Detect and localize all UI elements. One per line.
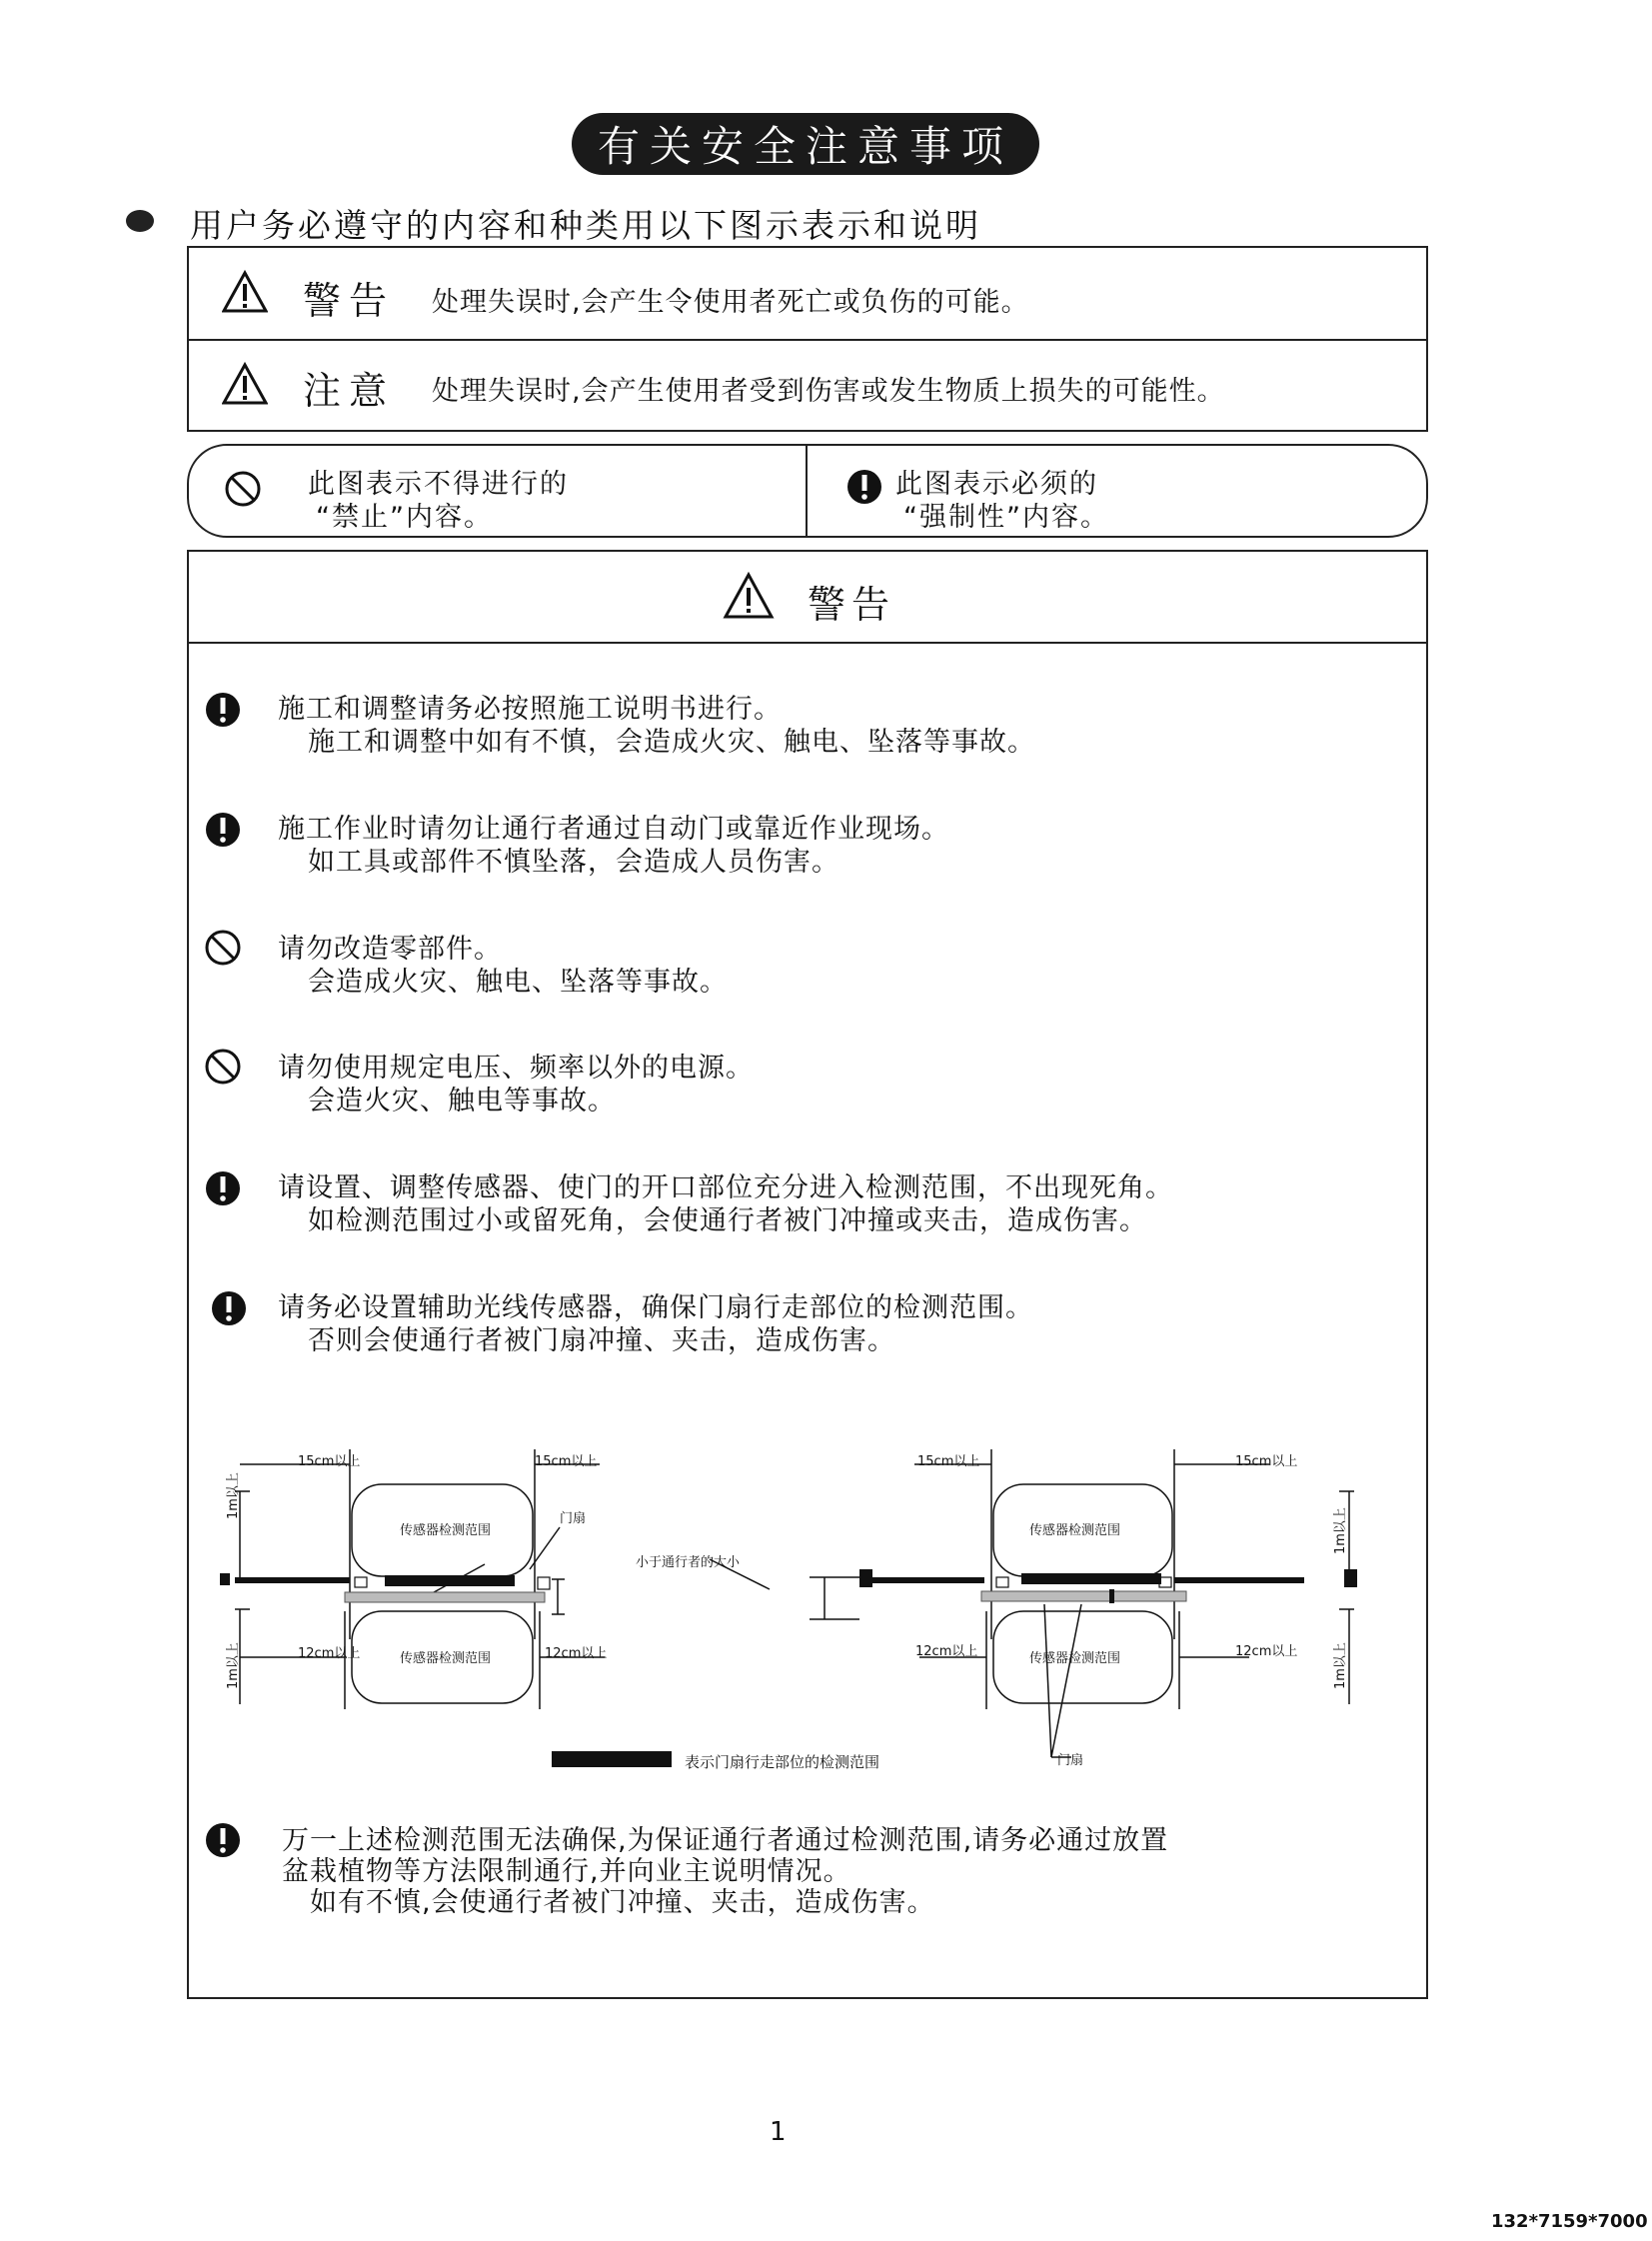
item-line2: 会造成火灾、触电、坠落等事故。 (308, 967, 728, 998)
legend-prohibit-line2: “禁止”内容。 (316, 502, 493, 533)
door-leaf-label: 门扇 (560, 1511, 587, 1526)
mandatory-icon (204, 1821, 242, 1859)
dim-label: 12cm以上 (1235, 1644, 1298, 1659)
page-title: 有关安全注意事项 (572, 113, 1039, 175)
item-line2: 如工具或部件不慎坠落，会造成人员伤害。 (308, 847, 839, 878)
dim-label: 12cm以上 (915, 1644, 978, 1659)
prohibit-icon (224, 470, 262, 508)
list-item (278, 813, 949, 879)
list-item (278, 1171, 1173, 1237)
item-line2: 否则会使通行者被门扇冲撞、夹击，造成伤害。 (308, 1325, 895, 1356)
level-warning-word: 警告 (303, 279, 396, 323)
sensor-zone-label: 传感器检测范围 (1029, 1651, 1121, 1666)
item-line1: 请勿使用规定电压、频率以外的电源。 (278, 1053, 754, 1084)
diagram-legend-label: 表示门扇行走部位的检测范围 (685, 1753, 880, 1771)
item-line2: 施工和调整中如有不慎，会造成火灾、触电、坠落等事故。 (308, 727, 1035, 758)
warning-triangle-icon (723, 572, 775, 620)
dim-label: 15cm以上 (298, 1454, 361, 1469)
item-line3: 如有不慎,会使通行者被门冲撞、夹击，造成伤害。 (310, 1887, 935, 1918)
mandatory-icon (204, 1169, 242, 1207)
sensor-zone-label: 传感器检测范围 (1029, 1523, 1121, 1538)
dim-label: 15cm以上 (535, 1454, 598, 1469)
legend-mandatory-line2: “强制性”内容。 (903, 502, 1109, 533)
levels-divider (187, 339, 1428, 341)
list-item (278, 933, 728, 999)
intro-text: 用户务必遵守的内容和种类用以下图示表示和说明 (190, 206, 981, 245)
dim-label-vertical: 1m以上 (1333, 1507, 1348, 1554)
legend-mandatory-line1: 此图表示必须的 (895, 469, 1098, 500)
warning-triangle-icon (222, 270, 268, 314)
dim-label: 12cm以上 (545, 1646, 608, 1661)
item-line1: 请务必设置辅助光线传感器，确保门扇行走部位的检测范围。 (278, 1292, 1033, 1323)
document-code: 132*7159*7000 (1491, 2211, 1648, 2232)
level-caution-desc: 处理失误时,会产生使用者受到伤害或发生物质上损失的可能性。 (432, 376, 1225, 407)
sensor-range-diagram (210, 1439, 1409, 1799)
page-number: 1 (770, 2117, 787, 2147)
level-warning-desc: 处理失误时,会产生令使用者死亡或负伤的可能。 (432, 287, 1029, 318)
dim-label-vertical: 1m以上 (226, 1642, 241, 1689)
dim-label: 12cm以上 (298, 1646, 361, 1661)
dim-label-vertical: 1m以上 (1333, 1642, 1348, 1689)
item-line1: 请勿改造零部件。 (278, 934, 502, 965)
sensor-zone-label: 传感器检测范围 (400, 1523, 492, 1538)
prohibit-icon (204, 929, 242, 967)
legend-prohibit-line1: 此图表示不得进行的 (308, 469, 569, 500)
list-item (278, 1291, 1033, 1357)
item-line2: 如检测范围过小或留死角，会使通行者被门冲撞或夹击，造成伤害。 (308, 1205, 1147, 1236)
mandatory-icon (210, 1289, 248, 1327)
mandatory-icon (204, 691, 242, 729)
dim-label-vertical: 1m以上 (226, 1472, 241, 1519)
warning-header-divider (187, 642, 1428, 644)
mandatory-icon (204, 811, 242, 849)
list-item (278, 693, 1035, 759)
item-line1: 施工作业时请勿让通行者通过自动门或靠近作业现场。 (278, 814, 949, 845)
item-line2: 会造火灾、触电等事故。 (308, 1086, 616, 1117)
item-line1: 万一上述检测范围无法确保,为保证通行者通过检测范围,请务必通过放置 (282, 1825, 1169, 1856)
legend-divider (806, 446, 808, 536)
dim-label: 15cm以上 (1235, 1454, 1298, 1469)
sensor-zone-label: 传感器检测范围 (400, 1651, 492, 1666)
legend-mandatory-text (895, 468, 1109, 534)
warning-header-title: 警告 (808, 583, 896, 627)
list-item (282, 1825, 1168, 1918)
item-line2: 盆栽植物等方法限制通行,并向业主说明情况。 (282, 1856, 851, 1887)
bullet-icon (126, 210, 154, 232)
door-leaf-label: 门扇 (1057, 1753, 1084, 1768)
dim-label: 15cm以上 (917, 1454, 980, 1469)
legend-prohibit-text (308, 468, 569, 534)
mandatory-icon (845, 468, 883, 506)
item-line1: 施工和调整请务必按照施工说明书进行。 (278, 694, 782, 725)
level-caution-word: 注意 (303, 369, 396, 413)
passer-size-label: 小于通行者的大小 (636, 1555, 741, 1570)
item-line1: 请设置、调整传感器、使门的开口部位充分进入检测范围，不出现死角。 (278, 1172, 1173, 1203)
list-item (278, 1052, 754, 1118)
warning-triangle-icon (222, 362, 268, 406)
prohibit-icon (204, 1048, 242, 1086)
